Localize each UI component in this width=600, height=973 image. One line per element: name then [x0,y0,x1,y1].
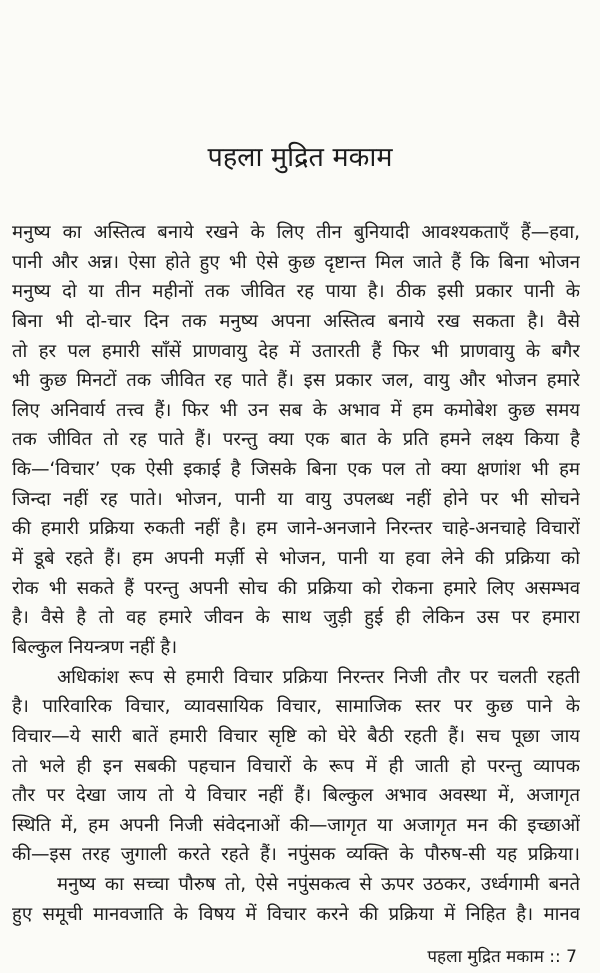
text-line: मनुष्य दो या तीन महीनों तक जीवित रह पाया है। ठीक इसी प्रकार पानी के [12,281,580,303]
text-line: तो हर पल हमारी साँसें प्राणवायु देह में उतारती हैं फिर भी प्राणवायु के बगैर [12,340,580,362]
text-line: हुए समूची मानवजाति के विषय में विचार करने की प्रक्रिया में निहित है। मानव [12,903,580,925]
text-line: मनुष्य का अस्तित्व बनाये रखने के लिए तीन बुनियादी आवश्यकताएँ हैं—हवा, [12,222,580,243]
text-line: तौर पर देखा जाय तो ये विचार नहीं हैं। बिल्कुल अभाव अवस्था में, अजागृत [12,785,580,807]
text-line: मनुष्य का सच्चा पौरुष तो, ऐसे नपुंसकत्व से ऊपर उठकर, उर्ध्वगामी बनते [57,874,580,896]
text-line: रोक भी सकते हैं परन्तु अपनी सोच की प्रक्रिया को रोकना हमारे लिए असम्भव [12,577,580,599]
text-line: बिल्कुल नियन्त्रण नहीं है। [12,636,178,658]
text-line: विचार—ये सारी बातें हमारी विचार सृष्टि को घेरे बैठी रहती हैं। सच पूछा जाय [12,725,580,747]
text-line: जिन्दा नहीं रह पाते। भोजन, पानी या वायु उपलब्ध नहीं होने पर भी सोचने [12,488,580,510]
page-footer [427,944,577,970]
body-text [12,218,580,929]
running-title: पहला मुद्रित मकाम [427,947,544,967]
text-line: तक जीवित तो रह पाते हैं। परन्तु क्या एक बात के प्रति हमने लक्ष्य किया है [12,429,580,451]
text-line: लिए अनिवार्य तत्त्व हैं। फिर भी उन सब के अभाव में हम कमोबेश कुछ समय [12,399,580,421]
text-line: है। वैसे है तो वह हमारे जीवन के साथ जुड़ी हुई ही लेकिन उस पर हमारा [12,607,580,629]
footer-separator: :: [549,947,561,967]
text-line: बिना भी दो-चार दिन तक मनुष्य अपना अस्तित्व बनाये रख सकता है। वैसे [12,310,580,332]
chapter-title: पहला मुद्रित मकाम [207,142,393,173]
text-line: भी कुछ मिनटों तक जीवित रह पाते हैं। इस प्रकार जल, वायु और भोजन हमारे [12,370,580,392]
text-line: में डूबे रहते हैं। हम अपनी मर्ज़ी से भोजन, पानी या हवा लेने की प्रक्रिया को [12,548,580,570]
text-line: कि—‘विचार’ एक ऐसी इकाई है जिसके बिना एक पल तो क्या क्षणांश भी हम [12,459,580,481]
text-line: स्थिति में, हम अपनी निजी संवेदनाओं की—जागृत या अजागृत मन की इच्छाओं [12,814,580,836]
text-line: पानी और अन्न। ऐसा होते हुए भी ऐसे कुछ दृष्टान्त मिल जाते हैं कि बिना भोजन [12,251,580,273]
page-number: 7 [566,947,577,967]
text-line: की—इस तरह जुगाली करते रहते हैं। नपुंसक व्यक्ति के पौरुष-सी यह प्रक्रिया। [12,844,580,866]
text-line: तो भले ही इन सबकी पहचान विचारों के रूप में ही जाती हो परन्तु व्यापक [12,755,580,777]
text-line: अधिकांश रूप से हमारी विचार प्रक्रिया निरन्तर निजी तौर पर चलती रहती [57,666,580,688]
text-line: है। पारिवारिक विचार, व्यावसायिक विचार, सामाजिक स्तर पर कुछ पाने के [12,696,580,718]
text-line: की हमारी प्रक्रिया रुकती नहीं है। हम जाने-अनजाने निरन्तर चाहे-अनचाहे विचारों [12,518,580,540]
